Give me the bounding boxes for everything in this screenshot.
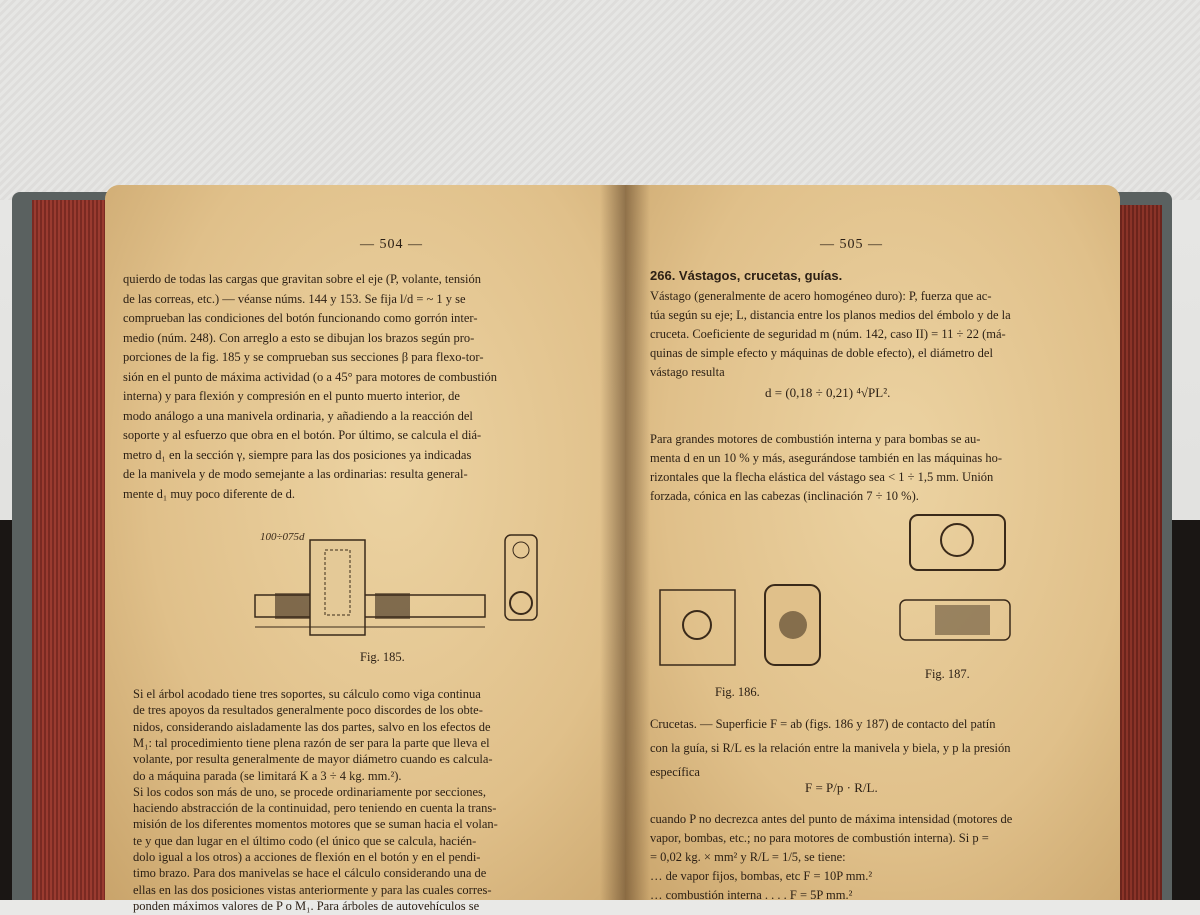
text-line: dolo igual a los otros) a acciones de flexión en el botón y en el pendi- [133, 850, 481, 864]
text-line: vástago resulta [650, 365, 725, 379]
text-line: ponden máximos valores de P o M₁. Para árboles de autovehículos se [133, 898, 480, 913]
text-line: vapor, bombas, etc.; no para motores de combustión interna). Si p = [650, 831, 989, 845]
text-line: de tres apoyos da resultados generalmente poco discordes de los obte- [133, 703, 483, 718]
text-line: timo brazo. Para dos manivelas se hace el cálculo considerando una de [133, 866, 487, 881]
text-line: metro d₁ en la sección γ, siempre para las dos posiciones ya indicadas [123, 447, 472, 462]
text-line: forzada, cónica en las cabezas (inclinación 7 ÷ 10 %). [650, 489, 919, 503]
text-line: cuando P no decrezca antes del punto de máxima intensidad (motores de [650, 812, 1013, 826]
text-line: Para grandes motores de combustión interna y para bombas se au- [650, 432, 981, 446]
text-line: interna) y para flexión y compresión en el punto muerto interior, de [123, 389, 460, 403]
section-title: 266. Vástagos, crucetas, guías. [650, 268, 843, 283]
text-line: Vástago (generalmente de acero homogéneo duro): P, fuerza que ac- [650, 289, 992, 303]
figure-185-label: 100÷075d [260, 531, 305, 543]
background-wall [0, 0, 1200, 200]
figure-185 [255, 515, 495, 635]
figure-187-caption: Fig. 187. [925, 667, 970, 681]
text-line: de las correas, etc.) — véanse núms. 144 y 153. Se fija l/d = ~ 1 y se [123, 291, 466, 306]
text-line: cruceta. Coeficiente de seguridad m (núm. 142, caso II) = 11 ÷ 22 (má- [650, 327, 1006, 341]
text-line: M₁: tal procedimiento tiene plena razón de ser para la parte que lleva el [133, 735, 490, 750]
text-line: con la guía, si R/L es la relación entre la manivela y biela, y p la presión [650, 741, 1011, 755]
text-line: mente d₁ muy poco diferente de d. [123, 486, 296, 501]
text-line: soporte y al esfuerzo que obra en el botón. Por último, se calcula el diá- [123, 428, 482, 442]
right-page [625, 185, 1120, 900]
figure-185-side [500, 515, 545, 625]
book-gutter [600, 185, 650, 900]
text-line: … combustión interna . . . . F = 5P mm.² [650, 888, 853, 902]
text-line: Si los codos son más de uno, se procede ordinariamente por secciones, [133, 784, 487, 799]
text-line: misión de los diferentes momentos motores que se suman hacia el volan- [133, 817, 498, 832]
text-line: medio (núm. 248). Con arreglo a esto se dibujan los brazos según pro- [123, 330, 475, 345]
text-line: … de vapor fijos, bombas, etc F = 10P mm.² [650, 869, 873, 883]
text-line: menta d en un 10 % y más, asegurándose también en las máquinas ho- [650, 451, 1002, 465]
figure-186 [655, 570, 830, 675]
text-line: túa según su eje; L, distancia entre los planos medios del émbolo y de la [650, 308, 1011, 322]
text-line: específica [650, 765, 700, 779]
text-line: volante, por resulta generalmente de mayor diámetro cuando es calcula- [133, 752, 493, 767]
text-line: comprueban las condiciones del botón funcionando como gorrón inter- [123, 311, 478, 325]
figure-186-caption: Fig. 186. [715, 685, 760, 699]
formula-diameter: d = (0,18 ÷ 0,21) ⁴√PL². [765, 385, 891, 400]
text-line: = 0,02 kg. × mm² y R/L = 1/5, se tiene: [650, 850, 846, 864]
text-line: Crucetas. — Superficie F = ab (figs. 186 y 187) de contacto del patín [650, 717, 996, 731]
text-line: quinas de simple efecto y máquinas de doble efecto), el diámetro del [650, 346, 993, 360]
text-line: do a máquina parada (se limitará K a 3 ÷ 4 kg. mm.²). [133, 768, 402, 783]
text-line: de la manivela y de modo semejante a las ordinarias: resulta general- [123, 467, 468, 481]
text-line: nidos, considerando aisladamente las dos partes, salvo en los efectos de [133, 719, 491, 734]
formula-area: F = P/p · R/L. [805, 780, 878, 795]
text-line: modo análogo a una manivela ordinaria, y añadiendo a la reacción del [123, 408, 473, 423]
left-page [105, 185, 625, 913]
text-line: ellas en las dos posiciones vistas anteriormente y para las cuales corres- [133, 882, 492, 897]
text-line: rizontales que la flecha elástica del vástago sea < 1 ÷ 1,5 mm. Unión [650, 470, 994, 484]
text-line: sión en el punto de máxima actividad (o a 45° para motores de combustión [123, 369, 497, 384]
text-line: haciendo abstracción de la continuidad, pero teniendo en cuenta la trans- [133, 801, 497, 816]
text-line: porciones de la fig. 185 y se comprueban sus secciones β para flexo-tor- [123, 350, 484, 364]
figure-187 [895, 495, 1025, 655]
figure-185-caption: Fig. 185. [360, 650, 405, 664]
page-number-left: — 504 — [360, 237, 423, 252]
text-line: quierdo de todas las cargas que gravitan sobre el eje (P, volante, tensión [123, 272, 481, 286]
page-number-right: — 505 — [820, 237, 883, 252]
text-line: Si el árbol acodado tiene tres soportes, su cálculo como viga continua [133, 687, 481, 701]
text-line: te y que dan lugar en el último codo (el único que se calcula, hacién- [133, 833, 477, 848]
